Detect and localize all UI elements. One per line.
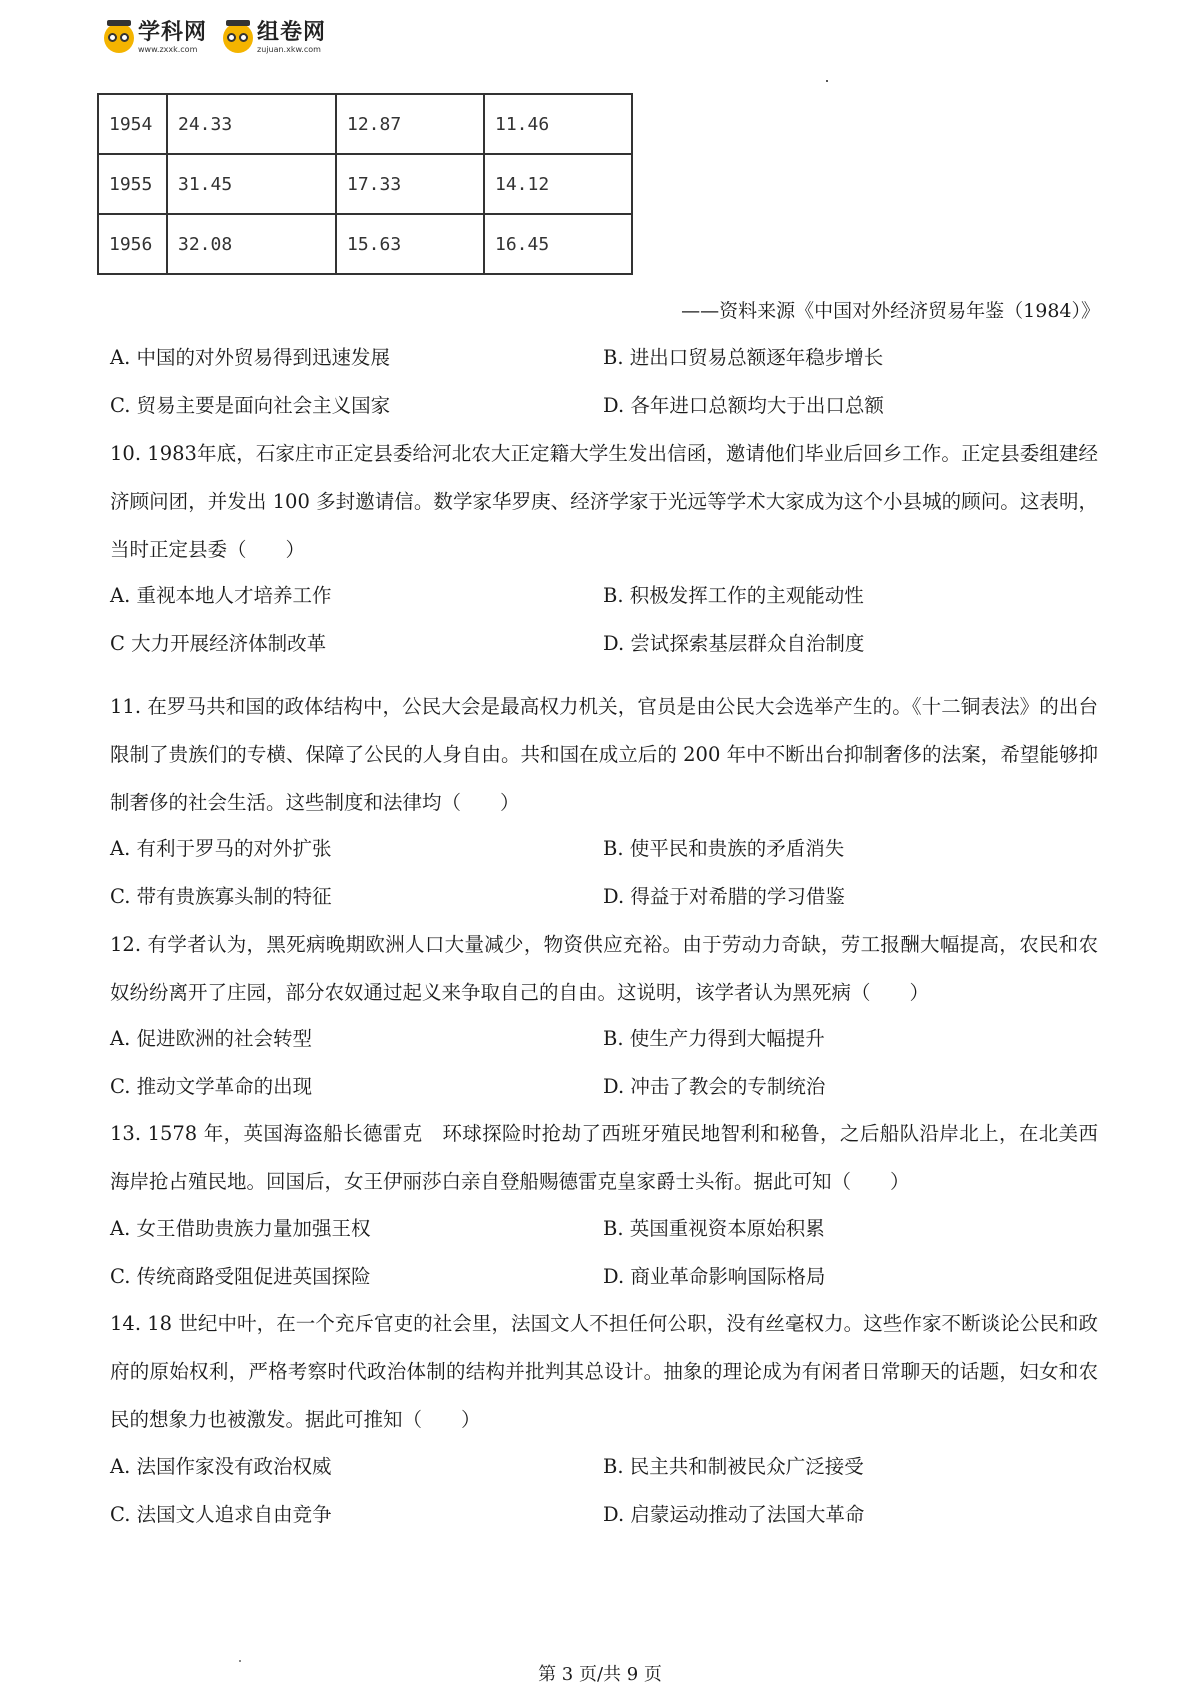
- q11-option-b: B. 使平民和贵族的矛盾消失: [603, 837, 845, 860]
- q14-stem: 14. 18 世纪中叶，在一个充斥官吏的社会里，法国文人不担任何公职，没有丝毫权力。这些作家不断谈论公民和政府的原始权利，严格考察时代政治体制的结构并批判其总设计。抽象的理论成为有闲者日常聊天的话题，妇女和农民的想象力也被激发。据此可推知（ ）: [110, 1312, 1098, 1431]
- q12-option-b: B. 使生产力得到大幅提升: [603, 1027, 825, 1050]
- q9-option-c: C. 贸易主要是面向社会主义国家: [110, 394, 391, 417]
- owl-mascot-icon: [223, 23, 253, 53]
- table-cell: 1956: [98, 214, 167, 274]
- table-cell: 24.33: [167, 94, 336, 154]
- table-row: [98, 94, 632, 154]
- q9-option-b: B. 进出口贸易总额逐年稳步增长: [603, 346, 884, 369]
- q10-option-c: C 大力开展经济体制改革: [110, 632, 327, 655]
- table-cell: 11.46: [484, 94, 632, 154]
- page-number: 第 3 页/共 9 页: [538, 1664, 662, 1685]
- logo-zxxk: [104, 22, 207, 54]
- logo-title: 学科网: [138, 20, 208, 45]
- q14-option-a: A. 法国作家没有政治权威: [110, 1455, 332, 1478]
- q11-option-c: C. 带有贵族寡头制的特征: [110, 885, 332, 908]
- trade-table: [97, 93, 633, 275]
- table-cell: 12.87: [336, 94, 484, 154]
- q10-stem: 10. 1983年底，石家庄市正定县委给河北农大正定籍大学生发出信函，邀请他们毕业后回乡工作。正定县委组建经济顾问团，并发出 100 多封邀请信。数学家华罗庚、经济学家于光远等学术大家成为这个小县城的顾问。这表明，当时正定县委（ ）: [110, 442, 1098, 561]
- table-row: [98, 214, 632, 274]
- owl-mascot-icon: [104, 23, 134, 53]
- logo-url: www.zxxk.com: [138, 45, 198, 54]
- logo-url: zujuan.xkw.com: [257, 45, 321, 54]
- q13-option-d: D. 商业革命影响国际格局: [603, 1265, 826, 1288]
- logo-title: 组卷网: [257, 20, 327, 45]
- q11-option-d: D. 得益于对希腊的学习借鉴: [603, 885, 845, 908]
- q13-option-a: A. 女王借助贵族力量加强王权: [110, 1217, 371, 1240]
- q14-option-c: C. 法国文人追求自由竞争: [110, 1503, 332, 1526]
- q13-option-b: B. 英国重视资本原始积累: [603, 1217, 825, 1240]
- q11-stem: 11. 在罗马共和国的政体结构中，公民大会是最高权力机关，官员是由公民大会选举产生的。《十二铜表法》的出台限制了贵族们的专横、保障了公民的人身自由。共和国在成立后的 200 年中不断出台抑制奢侈的法案，希望能够抑制奢侈的社会生活。这些制度和法律均（ ）: [110, 695, 1098, 814]
- table-row: [98, 154, 632, 214]
- q12-option-c: C. 推动文学革命的出现: [110, 1075, 313, 1098]
- q14-option-d: D. 启蒙运动推动了法国大革命: [603, 1503, 865, 1526]
- q12-stem: 12. 有学者认为，黑死病晚期欧洲人口大量减少，物资供应充裕。由于劳动力奇缺，劳工报酬大幅提高，农民和农奴纷纷离开了庄园，部分农奴通过起义来争取自己的自由。这说明，该学者认为黑死病（ ）: [110, 933, 1098, 1004]
- table-cell: 16.45: [484, 214, 632, 274]
- q11-option-a: A. 有利于罗马的对外扩张: [110, 837, 332, 860]
- table-cell: 1954: [98, 94, 167, 154]
- q12-option-a: A. 促进欧洲的社会转型: [110, 1027, 312, 1050]
- speck-mark: [826, 80, 828, 82]
- table-source: ——资料来源《中国对外经济贸易年鉴（1984）》: [681, 300, 1100, 322]
- table-cell: 1955: [98, 154, 167, 214]
- table-cell: 31.45: [167, 154, 336, 214]
- q9-option-a: A. 中国的对外贸易得到迅速发展: [110, 346, 390, 369]
- q12-option-d: D. 冲击了教会的专制统治: [603, 1075, 826, 1098]
- q9-option-d: D. 各年进口总额均大于出口总额: [603, 394, 884, 417]
- logo-zujuan: [223, 22, 326, 54]
- q10-option-d: D. 尝试探索基层群众自治制度: [603, 632, 865, 655]
- table-cell: 15.63: [336, 214, 484, 274]
- q14-option-b: B. 民主共和制被民众广泛接受: [603, 1455, 864, 1478]
- table-cell: 14.12: [484, 154, 632, 214]
- table-cell: 17.33: [336, 154, 484, 214]
- q10-option-a: A. 重视本地人才培养工作: [110, 584, 332, 607]
- q13-option-c: C. 传统商路受阻促进英国探险: [110, 1265, 371, 1288]
- table-cell: 32.08: [167, 214, 336, 274]
- header-logos: [104, 22, 326, 54]
- q13-stem: 13. 1578 年，英国海盗船长德雷克 环球探险时抢劫了西班牙殖民地智利和秘鲁，之后船队沿岸北上，在北美西海岸抢占殖民地。回国后，女王伊丽莎白亲自登船赐德雷克皇家爵士头衔。据此可知（ ）: [110, 1122, 1098, 1193]
- q10-option-b: B. 积极发挥工作的主观能动性: [603, 584, 864, 607]
